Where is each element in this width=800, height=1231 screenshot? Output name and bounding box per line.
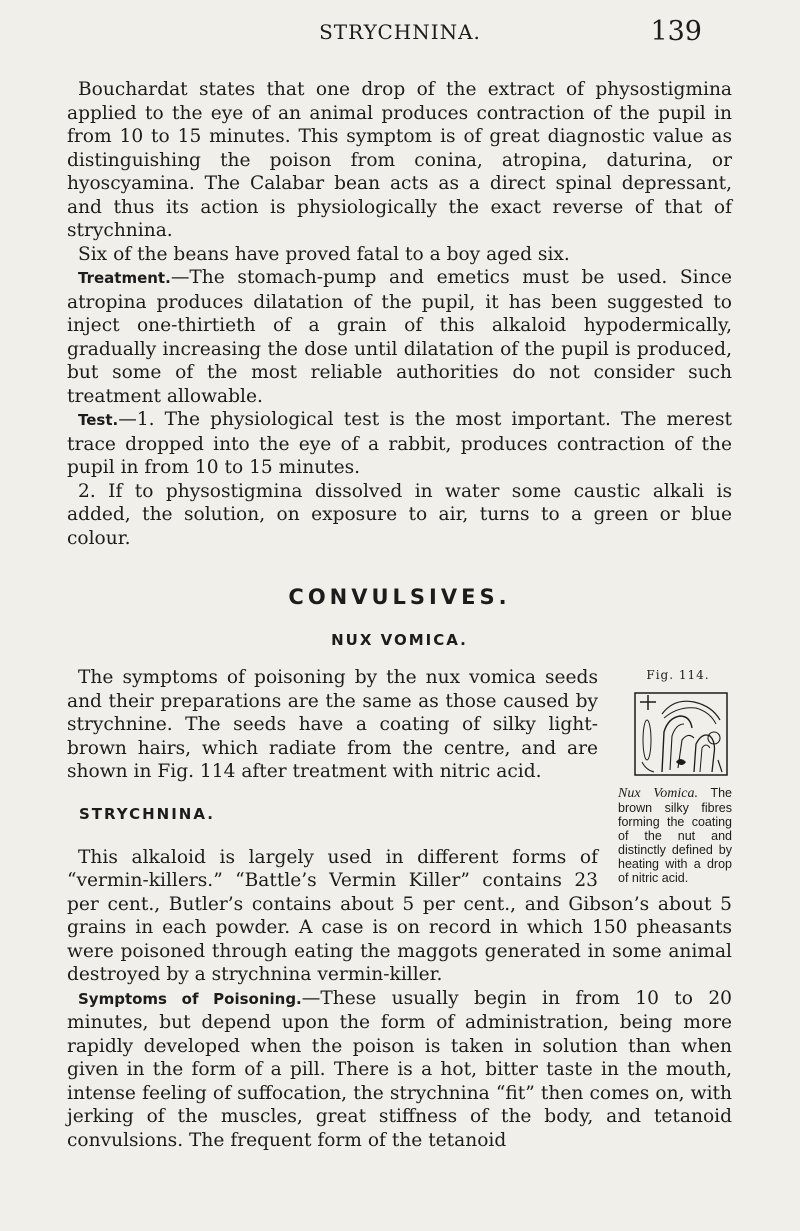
- figure-caption-title: Nux Vomica.: [618, 786, 698, 801]
- running-title: STRYCHNINA.: [319, 20, 481, 44]
- page-number: 139: [650, 16, 702, 47]
- figure-caption-text: The brown silky fibres forming the coating of the nut and distinctly defined by heating with a drop of nitric acid.: [618, 786, 732, 885]
- test-text: —1. The physiological test is the most important. The merest trace dropped into the eye of a rabbit, produces contraction of the pupil in from 10 to 15 minutes.: [67, 409, 732, 478]
- symptoms-text: —These usually begin in from 10 to 20 minutes, but depend upon the form of administration, being more rapidly developed when the poison is taken in solution than when given in the form of a pill. There is a hot, bitter taste in the mouth, intense feeling of suffocation, the strychnina “fit” then comes on, with jerking of the muscles, great stiffness of the body, and tetanoid convulsions. The frequent form of the tetanoid: [67, 987, 732, 1151]
- figure-wrap-section: [67, 666, 732, 987]
- paragraph-vermin-killers: This alkaloid is largely used in different forms of “vermin-killers.” “Battle’s Vermin Killer” contains 23 per cent., Butler’s contains about 5 per cent., and Gibson’s about 5 grains in each powder. A case is on record in which 150 pheasants were poisoned through eating the maggots generated in some animal destroyed by a strychnina vermin-killer.: [67, 846, 732, 985]
- paragraph-test-2: 2. If to physostigmina dissolved in water some caustic alkali is added, the solution, on exposure to air, turns to a green or blue colour.: [67, 480, 732, 549]
- treatment-label: Treatment.: [78, 269, 171, 287]
- figure-label: Fig. 114.: [646, 668, 710, 682]
- paragraph-fatal-beans: Six of the beans have proved fatal to a boy aged six.: [78, 243, 570, 265]
- figure-caption: [618, 786, 732, 885]
- paragraph-treatment: [67, 266, 732, 408]
- page-body: [67, 78, 732, 1152]
- paragraph-symptoms: [67, 987, 732, 1153]
- paragraph-bouchardat: Bouchardat states that one drop of the extract of physostigmina applied to the eye of an animal produces contraction of the pupil in from 10 to 15 minutes. This symptom is of great diagnostic value as distinguishing the poison from conina, atropina, daturina, or hyoscyamina. The Calabar bean acts as a direct spinal depressant, and thus its action is physiologically the exact reverse of that of strychnina.: [67, 79, 732, 241]
- heading-nux-vomica: NUX VOMICA.: [331, 631, 468, 649]
- paragraph-test-1: [67, 408, 732, 480]
- symptoms-label: Symptoms of Poisoning.: [78, 989, 302, 1008]
- figure-114: [614, 668, 732, 885]
- paragraph-nux-vomica: The symptoms of poisoning by the nux vomica seeds and their preparations are the same as those caused by strychnine. The seeds have a coating of silky light-brown hairs, which radiate from the centre, and are shown in Fig. 114 after treatment with nitric acid.: [67, 667, 598, 782]
- heading-strychnina: STRYCHNINA.: [79, 804, 215, 823]
- nux-vomica-illustration: [634, 692, 728, 776]
- heading-convulsives: CONVULSIVES.: [288, 585, 511, 609]
- treatment-text: —The stomach-pump and emetics must be used. Since atropina produces dilatation of the pupil, it has been suggested to inject one-thirtieth of a grain of this alkaloid hypodermically, gradually increasing the dose until dilatation of the pupil is produced, but some of the most reliable authorities do not consider such treatment allowable.: [67, 267, 732, 407]
- running-header: [0, 16, 800, 50]
- test-label: Test.: [78, 411, 119, 429]
